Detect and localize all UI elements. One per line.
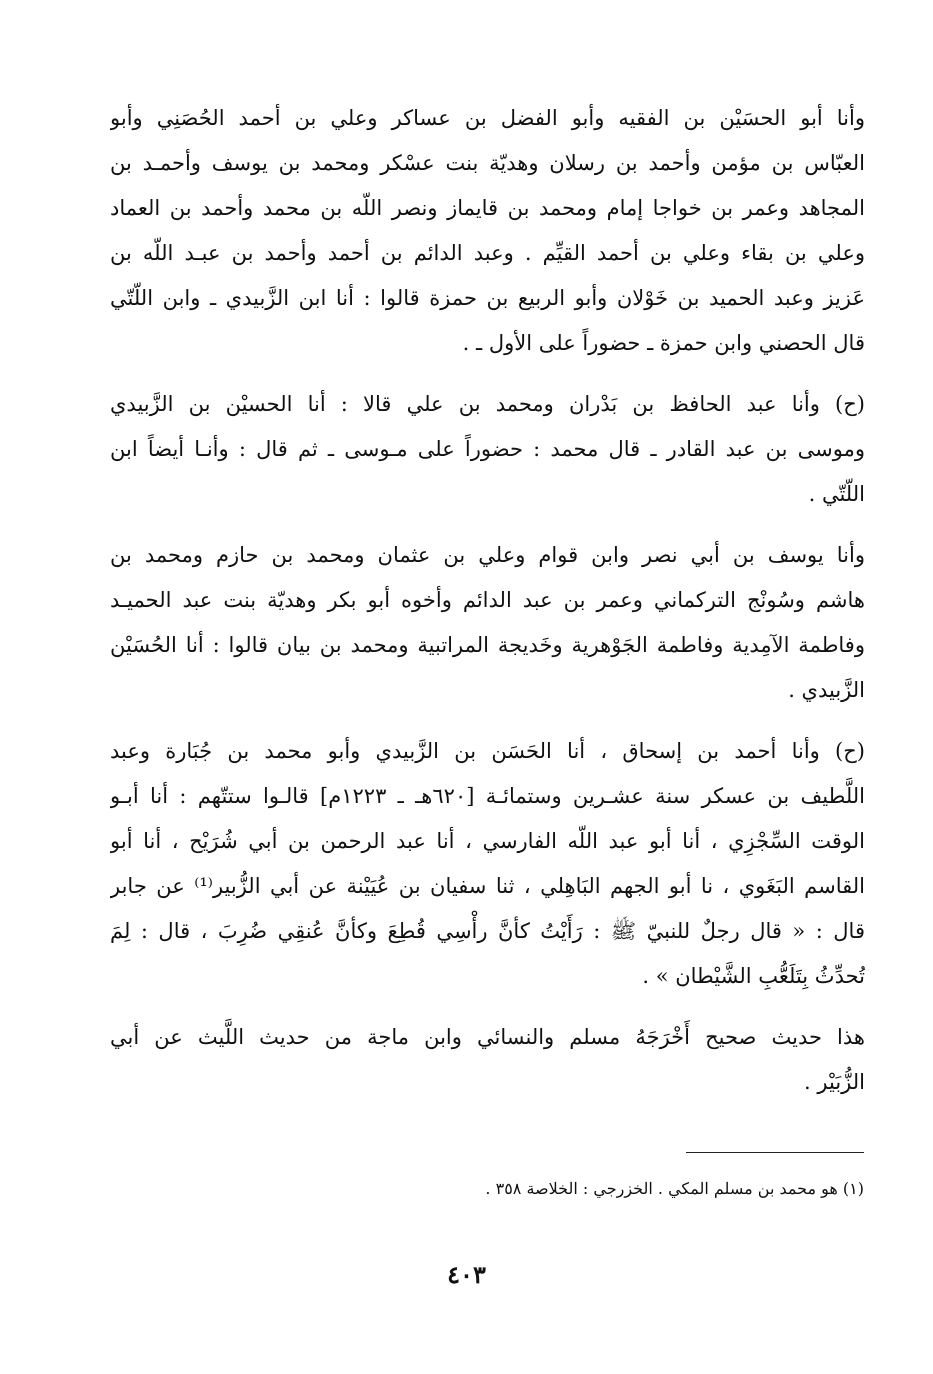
paragraph-4: [110, 729, 865, 999]
paragraph-2: [110, 382, 865, 517]
text-line: عَزيز وعبد الحميد بن خَوْلان وأبو الربيع بن حمزة قالوا : أنا ابن الزَّبيدي ـ وابن اللّتّي: [110, 286, 865, 310]
text-line: هاشم وسُونْج التركماني وعمر بن عبد الدائم وأخوه أبو بكر وهديّة بنت عبد الحميـد: [110, 588, 865, 612]
text-line: المجاهد وعمر بن خواجا إمام ومحمد بن قايماز ونصر اللّه بن محمد وأحمد بن العماد: [110, 196, 865, 220]
text-line: وأنا يوسف بن أبي نصر وابن قوام وعلي بن عثمان ومحمد بن حازم ومحمد بن: [110, 543, 865, 567]
text-line: الوقت السِّجْزِي ، أنا أبو عبد اللّه الفارسي ، أنا عبد الرحمن بن أبي شُرَيْح ، أنا أبو: [110, 829, 865, 853]
text-line: وموسى بن عبد القادر ـ قال محمد : حضوراً على مـوسى ـ ثم قال : وأنـا أيضاً ابن: [110, 437, 865, 461]
footnote-separator: [686, 1152, 864, 1153]
main-text: [110, 96, 865, 1121]
text-line: وأنا أبو الحسَيْن بن الفقيه وأبو الفضل بن عساكر وعلي بن أحمد الحُصَنِي وأبو: [110, 106, 865, 130]
text-line: وعلي بن بقاء وعلي بن أحمد القيِّم . وعبد الدائم بن أحمد وأحمد بن عبـد اللّه بن: [110, 241, 865, 265]
text-line: وفاطمة الآمِدية وفاطمة الجَوْهرية وخَديجة المراتبية ومحمد بن بيان قالوا : أنا الحُسَيْن: [110, 633, 865, 657]
text-line: القاسم البَغَوي ، نا أبو الجهم البَاهِلي ، ثنا سفيان بن عُيَيْنة عن أبي الزُّبير⁽¹⁾ عن جابر: [110, 874, 865, 898]
text-line: الزَّبيدي .: [788, 678, 865, 702]
text-line: العبّاس بن مؤمن وأحمد بن رسلان وهديّة بنت عسْكر ومحمد بن يوسف وأحمـد بن: [110, 151, 865, 175]
text-line: اللّتّي .: [808, 482, 865, 506]
text-line: هذا حديث صحيح أَخْرَجَهُ مسلم والنسائي وابن ماجة من حديث اللَّيث عن أبي: [110, 1025, 865, 1049]
text-line: الزُّبَيْر .: [804, 1070, 865, 1094]
text-line: قال الحصني وابن حمزة ـ حضوراً على الأول ـ .: [462, 331, 865, 355]
paragraph-5: [110, 1015, 865, 1105]
paragraph-1: [110, 96, 865, 366]
text-line: اللَّطيف بن عسكر سنة عشـرين وستمائـة [٦٢٠هـ ـ ١٢٢٣م] قالـوا ستتّهم : أنا أبـو: [110, 784, 865, 808]
page-number: ٤٠٣: [447, 1260, 486, 1289]
text-line: تُحدِّثُ بِتَلَعُّبِ الشَّيْطان » .: [642, 964, 865, 988]
footnote: (١) هو محمد بن مسلم المكي . الخزرجي : الخلاصة ٣٥٨ .: [485, 1179, 864, 1198]
text-line: (ح) وأنا أحمد بن إسحاق ، أنا الحَسَن بن الزَّبيدي وأبو محمد بن جُبَارة وعبد: [110, 739, 865, 763]
text-line: قال : « قال رجلٌ للنبيّ ﷺ : رَأَيْتُ كأنَّ رأْسِي قُطِعَ وكأنَّ عُنقِي ضُرِبَ ، قال : لِمَ: [110, 919, 865, 943]
paragraph-3: [110, 533, 865, 713]
text-line: (ح) وأنا عبد الحافظ بن بَدْران ومحمد بن علي قالا : أنا الحسيْن بن الزَّبيدي: [110, 392, 865, 416]
